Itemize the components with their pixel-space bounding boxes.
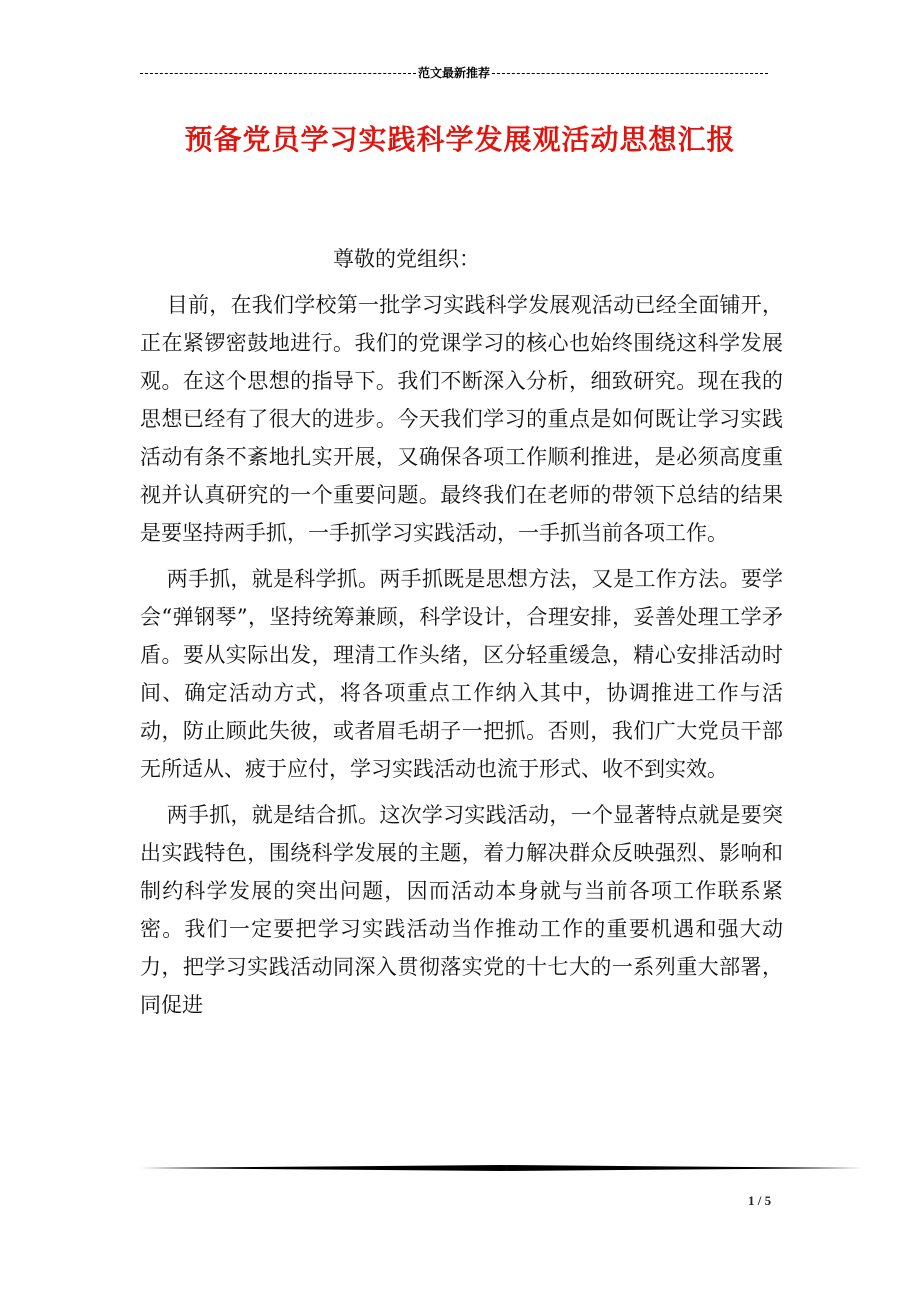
header-dash-right — [492, 73, 768, 74]
document-body — [140, 240, 783, 1032]
footer-rule — [140, 1165, 863, 1171]
salutation: 尊敬的党组织： — [333, 247, 480, 271]
paragraph-1: 目前，在我们学校第一批学习实践科学发展观活动已经全面铺开，正在紧锣密鼓地进行。我们的党课学习的核心也始终围绕这科学发展观。在这个思想的指导下。我们不断深入分析，细致研究。现在我的思想已经有了很大的进步。今天我们学习的重点是如何既让学习实践活动有条不紊地扎实开展，又确保各项工作顺利推进，是必须高度重视并认真研究的一个重要问题。最终我们在老师的带领下总结的结果是要坚持两手抓，一手抓学习实践活动，一手抓当前各项工作。 — [140, 293, 783, 545]
header-label: 范文最新推荐 — [418, 66, 491, 80]
page-header — [140, 66, 768, 80]
page-number: 1 / 5 — [748, 1193, 772, 1208]
paragraph-2: 两手抓，就是科学抓。两手抓既是思想方法，又是工作方法。要学会“弹钢琴”，坚持统筹兼顾，科学设计，合理安排，妥善处理工学矛盾。要从实际出发，理清工作头绪，区分轻重缓急，精心安排活动时间、确定活动方式，将各项重点工作纳入其中，协调推进工作与活动，防止顾此失彼，或者眉毛胡子一把抓。否则，我们广大党员干部无所适从、疲于应付，学习实践活动也流于形式、收不到实效。 — [140, 567, 783, 781]
paragraph-3: 两手抓，就是结合抓。这次学习实践活动，一个显著特点就是要突出实践特色，围绕科学发展的主题，着力解决群众反映强烈、影响和制约科学发展的突出问题，因而活动本身就与当前各项工作联系紧密。我们一定要把学习实践活动当作推动工作的重要机遇和强大动力，把学习实践活动同深入贯彻落实党的十七大的一系列重大部署，同促进 — [140, 803, 783, 1017]
document-title: 预备党员学习实践科学发展观活动思想汇报 — [184, 123, 736, 156]
header-dash-left — [140, 73, 416, 74]
